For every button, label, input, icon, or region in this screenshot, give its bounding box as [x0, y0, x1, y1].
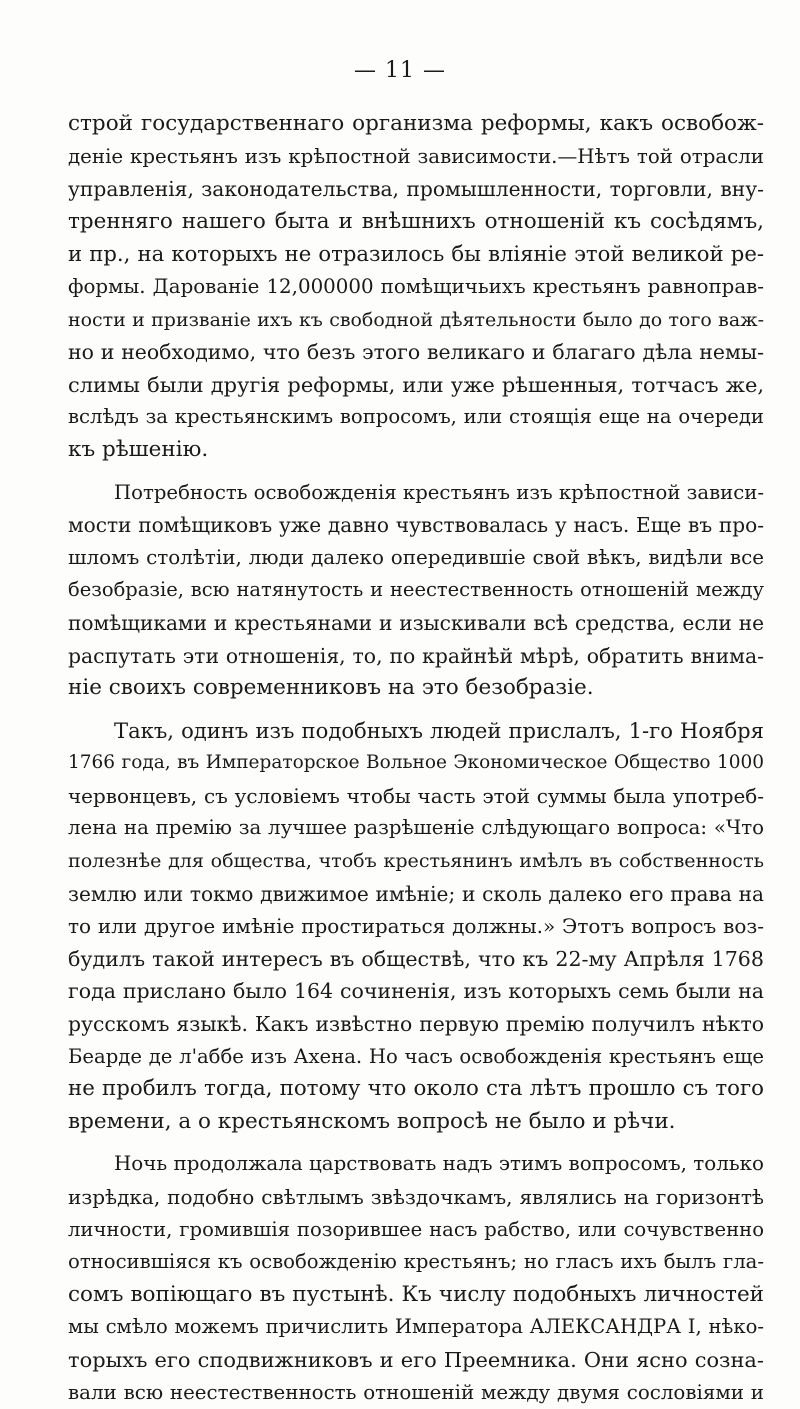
- text-line: тренняго нашего быта и внѣшнихъ отношеній къ сосѣдямъ,: [68, 208, 764, 234]
- text-line: ности и призваніе ихъ къ свободной дѣятельности было до того важ-: [68, 308, 764, 331]
- text-line: формы. Дарованіе 12,000000 помѣщичьихъ крестьянъ равноправ-: [68, 274, 764, 298]
- text-line: слимы были другія реформы, или уже рѣшенныя, тотчасъ же,: [68, 372, 764, 397]
- text-line: будилъ такой интересъ въ обществѣ, что къ 22-му Апрѣля 1768: [68, 946, 764, 971]
- text-line: относившіяся къ освобожденію крестьянъ; но гласъ ихъ былъ гла-: [68, 1250, 764, 1274]
- text-line: ніе своихъ современниковъ на это безобразіе.: [68, 675, 594, 701]
- paragraph-gap: [68, 1138, 764, 1148]
- text-line: къ рѣшенію.: [68, 436, 209, 462]
- text-line: деніе крестьянъ изъ крѣпостной зависимости.—Нѣтъ той отрасли: [68, 144, 764, 168]
- text-line: торыхъ его сподвижниковъ и его Преемника. Они ясно созна-: [68, 1347, 764, 1372]
- text-line: мы смѣло можемъ причислить Императора АЛЕКСАНДРА I, нѣко-: [68, 1315, 764, 1339]
- text-line: полезнѣе для общества, чтобъ крестьянинъ имѣлъ въ собственность: [68, 850, 764, 873]
- text-line: помѣщиками и крестьянами и изыскивали всѣ средства, если не: [68, 610, 764, 635]
- text-line: управленія, законодательства, промышленности, торговли, вну-: [68, 177, 764, 202]
- paragraph: [68, 477, 764, 705]
- text-line: Беарде де л'аббе изъ Ахена. Но часъ освобожденія крестьянъ еще: [68, 1044, 764, 1068]
- text-line: безобразіе, всю натянутость и неестественность отношеній между: [68, 578, 764, 602]
- text-line: Ночь продолжала царствовать надъ этимъ вопросомъ, только: [114, 1152, 764, 1176]
- text-line: Такъ, одинъ изъ подобныхъ людей прислалъ, 1-го Ноября: [114, 717, 764, 743]
- text-line: не пробилъ тогда, потому что около ста лѣтъ прошло съ того: [68, 1076, 764, 1102]
- text-line: вали всю неестественность отношеній между двумя сословіями и: [68, 1380, 764, 1404]
- paragraph-gap: [68, 705, 764, 715]
- text-line: вслѣдъ за крестьянскимъ вопросомъ, или стоящія еще на очереди: [68, 405, 764, 429]
- paragraph: [68, 1148, 764, 1409]
- text-line: года прислано было 164 сочиненія, изъ которыхъ семь были на: [68, 979, 764, 1004]
- text-line: времени, а о крестьянскомъ вопросѣ не было и рѣчи.: [68, 1108, 676, 1134]
- text-line: личности, громившія позорившее насъ рабство, или сочувственно: [68, 1217, 764, 1241]
- paragraph-gap: [68, 467, 764, 477]
- text-line: изрѣдка, подобно свѣтлымъ звѣздочкамъ, являлись на горизонтѣ: [68, 1185, 764, 1209]
- text-line: мости помѣщиковъ уже давно чувствовалась у насъ. Еще въ про-: [68, 513, 764, 538]
- text-line: то или другое имѣніе простираться должны.» Этотъ вопросъ воз-: [68, 914, 764, 939]
- text-line: строй государственнаго организма реформы, какъ освобож-: [68, 111, 764, 136]
- text-line: но и необходимо, что безъ этого великаго и благаго дѣла немы-: [68, 340, 764, 365]
- text-line: и пр., на которыхъ не отразилось бы вліяніе этой великой ре-: [68, 241, 764, 267]
- text-line: землю или токмо движимое имѣніе; и сколь далеко его права на: [68, 881, 764, 906]
- text-line: червонцевъ, съ условіемъ чтобы часть этой суммы была употреб-: [68, 783, 764, 808]
- text-line: Потребность освобожденія крестьянъ изъ крѣпостной зависи-: [114, 480, 765, 504]
- page-number: — 11 —: [354, 58, 446, 83]
- paragraph: [68, 715, 764, 1139]
- text-line: 1766 года, въ Императорское Вольное Экономическое Общество 1000: [68, 752, 764, 774]
- text-line: лена на премію за лучшее разрѣшеніе слѣдующаго вопроса: «Что: [68, 816, 764, 840]
- paragraph: [68, 108, 764, 467]
- page-body: [68, 108, 764, 1409]
- text-line: распутать эти отношенія, то, по крайнѣй мѣрѣ, обратить внима-: [68, 643, 764, 668]
- text-line: шломъ столѣтіи, люди далеко опередившіе свой вѣкъ, видѣли все: [68, 545, 764, 569]
- text-line: сомъ вопіющаго въ пустынѣ. Къ числу подобныхъ личностей: [68, 1281, 764, 1307]
- text-line: русскомъ языкѣ. Какъ извѣстно первую премію получилъ нѣкто: [68, 1012, 764, 1037]
